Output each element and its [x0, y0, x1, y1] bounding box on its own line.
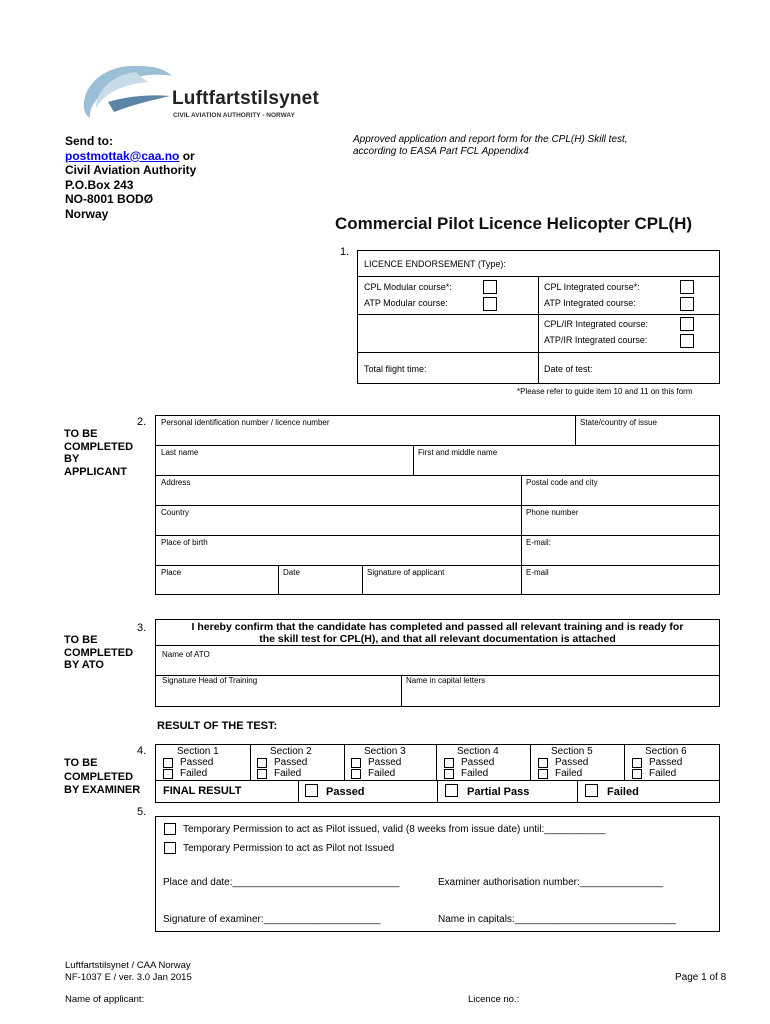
page-number: Page 1 of 8: [675, 972, 727, 983]
footer-org: [65, 960, 192, 983]
section-title: Section 5: [551, 746, 593, 757]
guide-note: *Please refer to guide item 10 and 11 on this form: [517, 387, 693, 396]
side-line: APPLICANT: [64, 465, 127, 478]
signature-head-field-label: Signature Head of Training: [162, 676, 258, 685]
footer-name-applicant: Name of applicant:: [65, 994, 145, 1005]
section-failed-label: Failed: [368, 768, 396, 779]
section-title: Section 2: [270, 746, 312, 757]
section-passed-label: Passed: [649, 757, 683, 768]
licence-endorsement-label: LICENCE ENDORSEMENT (Type):: [364, 259, 506, 269]
section-cell: [436, 745, 530, 780]
confirm-line: the skill test for CPL(H), and that all relevant documentation is attached: [259, 633, 616, 645]
pin-field-label: Personal identification number / licence number: [161, 418, 330, 427]
section-passed-label: Passed: [274, 757, 308, 768]
cpl-integrated-label: CPL Integrated course*:: [544, 282, 640, 292]
final-result-label: FINAL RESULT: [163, 785, 242, 797]
place-of-birth-field-label: Place of birth: [161, 538, 208, 547]
result-title: RESULT OF THE TEST:: [157, 720, 278, 732]
signature-examiner-field[interactable]: Signature of examiner:_____________________: [163, 914, 381, 925]
side-line: BY: [64, 453, 80, 465]
postal-field-label: Postal code and city: [526, 478, 598, 487]
date-of-test-label: Date of test:: [544, 364, 593, 374]
place-field-label: Place: [161, 568, 182, 577]
name-of-ato-field-label: Name of ATO: [162, 650, 210, 659]
address-field-label: Address: [161, 478, 191, 487]
section-failed-checkbox[interactable]: [163, 769, 173, 779]
section-cell: [530, 745, 624, 780]
atpir-integrated-checkbox[interactable]: [680, 334, 694, 348]
logo-name: Luftfartstilsynet: [172, 88, 319, 109]
section-passed-checkbox[interactable]: [163, 758, 173, 768]
ato-confirmation: [155, 621, 720, 645]
section-failed-checkbox[interactable]: [444, 769, 454, 779]
section-title: Section 6: [645, 746, 687, 757]
section-failed-checkbox[interactable]: [257, 769, 267, 779]
section-failed-checkbox[interactable]: [632, 769, 642, 779]
final-failed-label: Failed: [607, 786, 639, 798]
sendto-block: [65, 134, 196, 222]
atpir-integrated-label: ATP/IR Integrated course:: [544, 335, 648, 345]
side-line: BY ATO: [64, 659, 104, 671]
signature-applicant-field-label: Signature of applicant: [367, 568, 445, 577]
page-title: Commercial Pilot Licence Helicopter CPL(H): [335, 214, 693, 233]
section-passed-checkbox[interactable]: [444, 758, 454, 768]
sendto-email-link[interactable]: postmottak@caa.no: [65, 148, 180, 163]
final-passed-checkbox[interactable]: [305, 784, 318, 797]
section-title: Section 1: [177, 746, 219, 757]
side-line: COMPLETED: [64, 440, 134, 453]
email-field-label: E-mail:: [526, 538, 551, 547]
approved-text: [353, 134, 628, 158]
section-passed-checkbox[interactable]: [257, 758, 267, 768]
section-1-number: 1.: [340, 246, 350, 258]
final-passed-label: Passed: [326, 786, 365, 798]
section-passed-label: Passed: [180, 757, 214, 768]
section-4-number: 4.: [137, 745, 147, 757]
applicant-side-label: [64, 428, 133, 478]
section-3-number: 3.: [137, 622, 147, 634]
sendto-label: Send to:: [65, 134, 113, 148]
state-field-label: State/country of issue: [580, 418, 657, 427]
cpl-modular-label: CPL Modular course*:: [364, 282, 452, 292]
side-line: BY EXAMINER: [64, 784, 141, 796]
total-flight-time-label: Total flight time:: [364, 364, 427, 374]
logo-subtitle: CIVIL AVIATION AUTHORITY - NORWAY: [173, 112, 295, 119]
section-passed-label: Passed: [461, 757, 495, 768]
section-failed-label: Failed: [461, 768, 489, 779]
ato-side-label: [64, 634, 133, 672]
cpl-modular-checkbox[interactable]: [483, 280, 497, 294]
final-partial-label: Partial Pass: [467, 786, 530, 798]
atp-integrated-checkbox[interactable]: [680, 297, 694, 311]
section-passed-label: Passed: [368, 757, 402, 768]
section-cell: [344, 745, 436, 780]
section-2-number: 2.: [137, 416, 147, 428]
section-cell: [250, 745, 344, 780]
sendto-line: Civil Aviation Authority: [65, 163, 197, 178]
section-failed-label: Failed: [274, 768, 302, 779]
section-5-number: 5.: [137, 806, 147, 818]
confirm-line: I hereby confirm that the candidate has completed and passed all relevant training and is ready for: [191, 621, 684, 633]
section-title: Section 3: [364, 746, 406, 757]
email-field-label-2: E-mail: [526, 568, 549, 577]
side-line: COMPLETED: [64, 646, 134, 659]
temp-issued-label: Temporary Permission to act as Pilot issued, valid (8 weeks from issue date) until:___________: [183, 824, 606, 835]
section-failed-checkbox[interactable]: [538, 769, 548, 779]
sendto-email-line: [65, 149, 196, 164]
section-passed-checkbox[interactable]: [538, 758, 548, 768]
approved-line: according to EASA Part FCL Appendix4: [353, 146, 529, 157]
section-title: Section 4: [457, 746, 499, 757]
temp-not-issued-label: Temporary Permission to act as Pilot not Issued: [183, 843, 395, 854]
section-passed-label: Passed: [555, 757, 589, 768]
section-failed-checkbox[interactable]: [351, 769, 361, 779]
cpl-integrated-checkbox[interactable]: [680, 280, 694, 294]
examiner-side-label: [64, 757, 140, 798]
sendto-line: NO-8001 BODØ: [65, 192, 154, 207]
cplir-integrated-checkbox[interactable]: [680, 317, 694, 331]
sendto-line: P.O.Box 243: [65, 177, 134, 192]
logo: [78, 62, 328, 122]
footer-licence-no: Licence no.:: [468, 994, 520, 1005]
atp-modular-label: ATP Modular course:: [364, 298, 448, 308]
country-field-label: Country: [161, 508, 190, 517]
final-partial-checkbox[interactable]: [445, 784, 458, 797]
section-passed-checkbox[interactable]: [351, 758, 361, 768]
side-line: TO BE: [64, 757, 98, 769]
cplir-integrated-label: CPL/IR Integrated course:: [544, 319, 649, 329]
sendto-line: Norway: [65, 206, 109, 221]
place-date-field[interactable]: Place and date:______________________________: [163, 877, 400, 888]
section-failed-label: Failed: [180, 768, 208, 779]
section-failed-label: Failed: [555, 768, 583, 779]
name-capitals-field[interactable]: Name in capitals:_____________________________: [438, 914, 676, 925]
temp-not-issued-checkbox[interactable]: [164, 842, 176, 854]
section-passed-checkbox[interactable]: [632, 758, 642, 768]
section-cell: [624, 745, 720, 780]
last-name-field-label: Last name: [161, 448, 199, 457]
final-failed-checkbox[interactable]: [585, 784, 598, 797]
first-name-field-label: First and middle name: [418, 448, 498, 457]
temp-issued-checkbox[interactable]: [164, 823, 176, 835]
name-capital-field-label: Name in capital letters: [406, 676, 486, 685]
phone-field-label: Phone number: [526, 508, 579, 517]
section-failed-label: Failed: [649, 768, 677, 779]
side-line: TO BE: [64, 428, 98, 440]
footer-line: NF-1037 E / ver. 3.0 Jan 2015: [65, 971, 192, 983]
side-line: COMPLETED: [64, 770, 134, 783]
section-cell: [155, 745, 250, 780]
date-field-label: Date: [283, 568, 300, 577]
atp-integrated-label: ATP Integrated course:: [544, 298, 636, 308]
approved-line: Approved application and report form for the CPL(H) Skill test,: [353, 134, 628, 145]
examiner-auth-field[interactable]: Examiner authorisation number:_______________: [438, 877, 664, 888]
side-line: TO BE: [64, 634, 98, 646]
sendto-or: or: [179, 148, 195, 163]
footer-line: Luftfartstilsynet / CAA Norway: [65, 960, 191, 971]
atp-modular-checkbox[interactable]: [483, 297, 497, 311]
